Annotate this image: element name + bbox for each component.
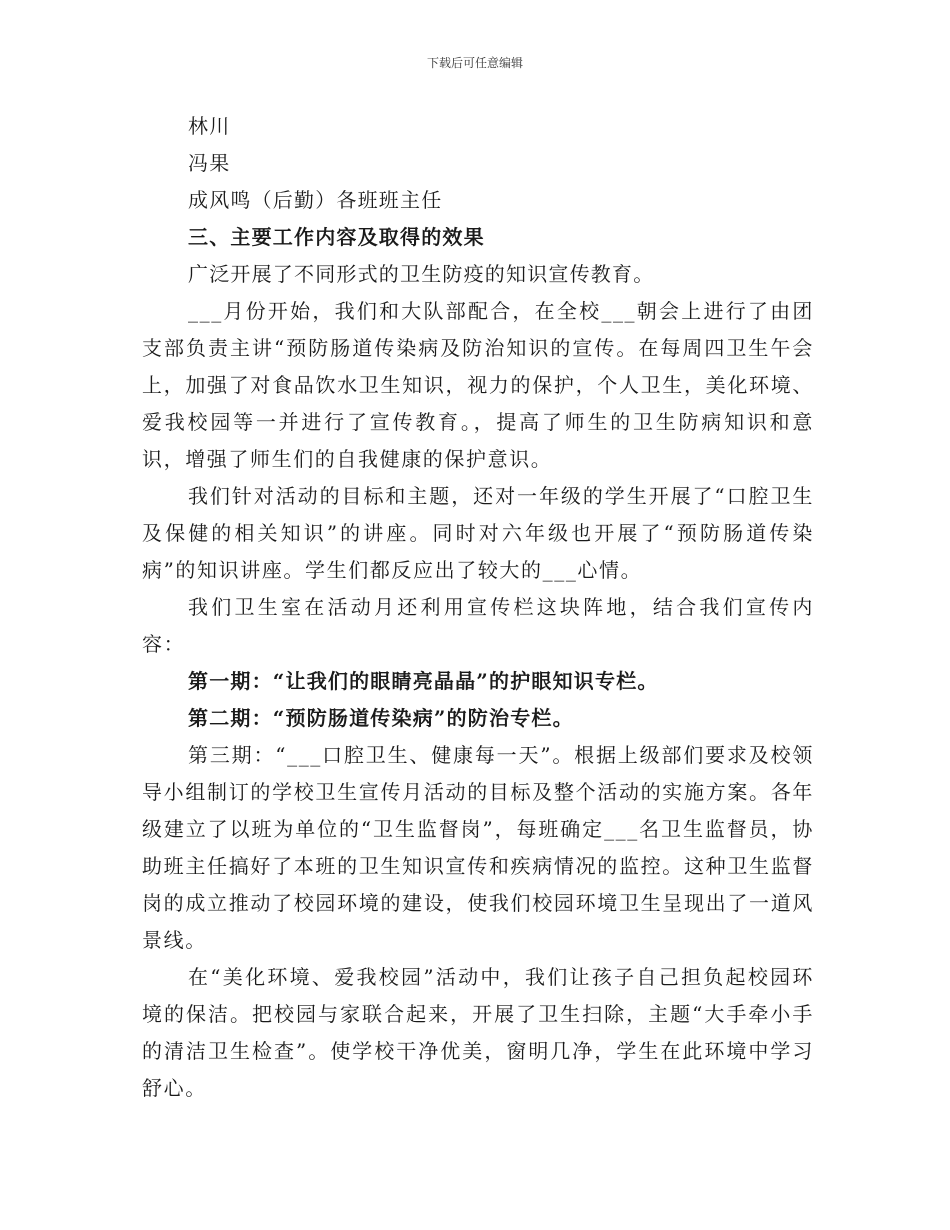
name-line-1: 林川 [188, 114, 231, 138]
document-body [142, 108, 814, 1107]
issue-1-line: 第一期：“让我们的眼睛亮晶晶”的护眼知识专栏。 [188, 669, 659, 693]
intro-line: 广泛开展了不同形式的卫生防疫的知识宣传教育。 [188, 262, 655, 286]
section-heading: 三、主要工作内容及取得的效果 [188, 225, 485, 249]
paragraph-2: 我们针对活动的目标和主题，还对一年级的学生开展了“口腔卫生及保健的相关知识”的讲座。同时对六年级也开展了“预防肠道传染病”的知识讲座。学生们都反应出了较大的___心情。 [142, 484, 814, 582]
issue-2-line: 第二期：“预防肠道传染病”的防治专栏。 [188, 706, 574, 730]
paragraph-3: 我们卫生室在活动月还利用宣传栏这块阵地，结合我们宣传内容： [142, 595, 814, 656]
name-line-3: 成风鸣（后勤）各班班主任 [188, 188, 443, 212]
paragraph-5: 在“美化环境、爱我校园”活动中，我们让孩子自己担负起校园环境的保洁。把校园与家联合起来，开展了卫生扫除，主题“大手牵小手的清洁卫生检查”。使学校干净优美，窗明几净，学生在此环境中学习舒心。 [142, 965, 814, 1100]
paragraph-1: ___月份开始，我们和大队部配合，在全校___朝会上进行了由团支部负责主讲“预防肠道传染病及防治知识的宣传。在每周四卫生午会上，加强了对食品饮水卫生知识，视力的保护，个人卫生，美化环境、爱我校园等一并进行了宣传教育。，提高了师生的卫生防病知识和意识，增强了师生们的自我健康的保护意识。 [142, 299, 814, 471]
page-header: 下载后可任意编辑 [426, 56, 523, 70]
name-line-2: 冯果 [188, 151, 231, 175]
paragraph-4: 第三期：“___口腔卫生、健康每一天”。根据上级部们要求及校领导小组制订的学校卫生宣传月活动的目标及整个活动的实施方案。各年级建立了以班为单位的“卫生监督岗”，每班确定___名卫生监督员，协助班主任搞好了本班的卫生知识宣传和疾病情况的监控。这种卫生监督岗的成立推动了校园环境的建设，使我们校园环境卫生呈现出了一道风景线。 [142, 743, 814, 952]
